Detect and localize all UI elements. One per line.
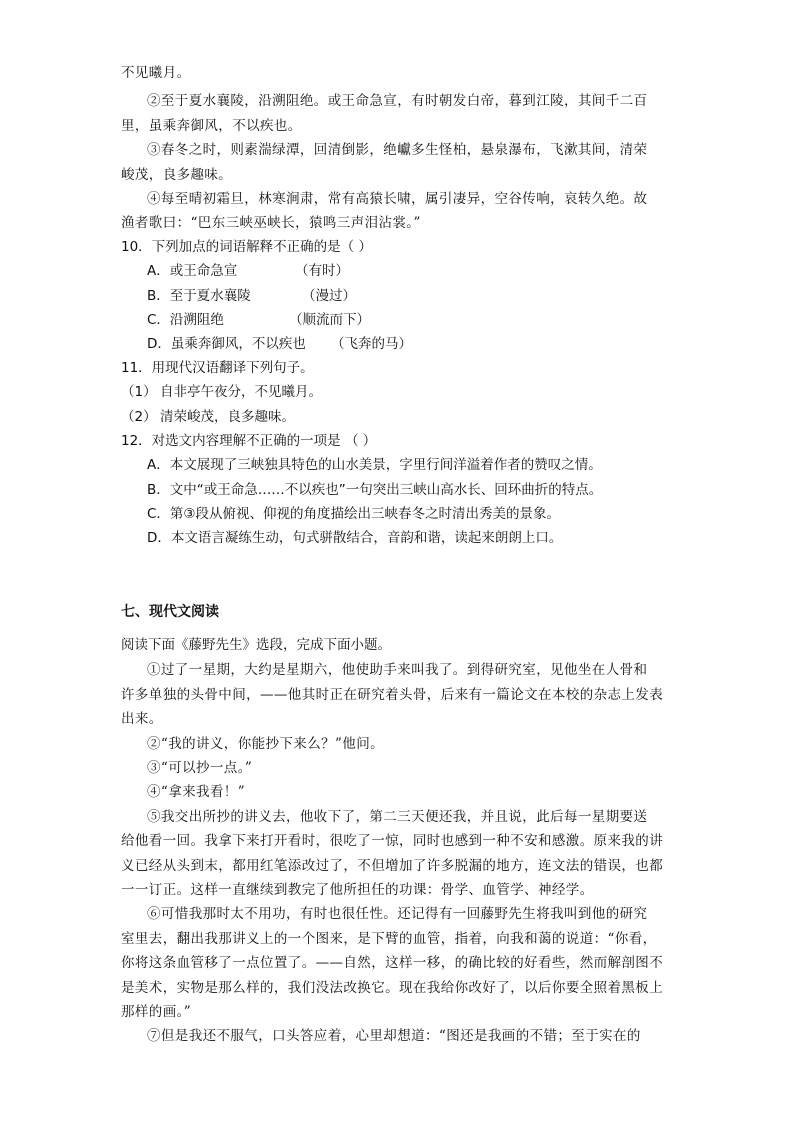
- question-10-gloss-b: （漫过）: [302, 288, 356, 304]
- modern-paragraph-7: ⑦但是我还不服气，口头答应着，心里却想道：“图还是我画的不错；至于实在的: [147, 1028, 641, 1044]
- question-12-option-c: C．第③段从俯视、仰视的角度描绘出三峡春冬之时清出秀美的景象。: [147, 506, 561, 522]
- question-10-option-c: C．沿溯阻绝: [147, 312, 224, 328]
- question-10-option-a: A．或王命急宣: [147, 263, 238, 279]
- modern-paragraph-3: ③“可以抄一点。”: [147, 760, 253, 776]
- question-10-gloss-d: （飞奔的马）: [331, 336, 412, 352]
- modern-line: 一一订正。这样一直继续到教完了他所担任的功课：骨学、血管学、神经学。: [121, 882, 594, 898]
- classical-paragraph-3: ③春冬之时，则素湍绿潭，回清倒影，绝巘多生怪柏，悬泉瀑布，飞漱其间，清荣: [147, 142, 648, 158]
- question-12-stem: 12．对选文内容理解不正确的一项是 （ ）: [121, 433, 377, 449]
- modern-line: 是美术，实物是那么样的，我们没法改换它。现在我给你改好了，以后你要全照着黑板上: [121, 980, 664, 996]
- question-12-option-a: A．本文展现了三峡独具特色的山水美景，字里行间洋溢着作者的赞叹之情。: [147, 457, 602, 473]
- modern-line: 许多单独的头骨中间，——他其时正在研究着头骨，后来有一篇论文在本校的杂志上发表: [121, 687, 664, 703]
- question-10-option-b: B．至于夏水襄陵: [147, 288, 251, 304]
- question-12-option-d: D．本文语言凝练生动，句式骈散结合，音韵和谐，读起来朗朗上口。: [147, 530, 563, 546]
- modern-line: 义已经从头到末，都用红笔添改过了，不但增加了许多脱漏的地方，连文法的错误，也都: [121, 858, 664, 874]
- modern-line: 室里去，翻出我那讲义上的一个图来，是下臂的血管，指着，向我和蔼的说道：“你看，: [121, 931, 657, 947]
- section-7-instruction: 阅读下面《藤野先生》选段，完成下面小题。: [121, 637, 391, 653]
- section-7-title: 七、现代文阅读: [121, 604, 219, 620]
- modern-paragraph-5: ⑤我交出所抄的讲义去，他收下了，第二三天便还我，并且说，此后每一星期要送: [147, 809, 648, 825]
- classical-line: 里，虽乘奔御风，不以疾也。: [121, 118, 302, 134]
- question-11-item-text: 清荣峻茂，良多趣味。: [160, 409, 295, 425]
- classical-line: 渔者歌曰：“巴东三峡巫峡长，猿鸣三声泪沾裳。”: [121, 215, 421, 231]
- classical-line: 不见曦月。: [121, 65, 191, 81]
- question-10-option-d: D．虽乘奔御风，不以疾也: [147, 336, 306, 352]
- question-11-item-number: （2）: [121, 409, 157, 425]
- classical-line: 峻茂，良多趣味。: [121, 167, 233, 183]
- classical-paragraph-4: ④每至晴初霜旦，林寒涧肃，常有高猿长啸，属引凄异，空谷传响，哀转久绝。故: [147, 191, 648, 207]
- modern-paragraph-1: ①过了一星期，大约是星期六，他使助手来叫我了。到得研究室，见他坐在人骨和: [147, 662, 648, 678]
- modern-line: 给他看一回。我拿下来打开看时，很吃了一惊，同时也感到一种不安和感激。原来我的讲: [121, 833, 664, 849]
- modern-paragraph-4: ④“拿来我看！”: [147, 784, 246, 800]
- question-11-stem: 11．用现代汉语翻译下列句子。: [121, 360, 314, 376]
- question-11-item-text: 自非亭午夜分，不见曦月。: [160, 384, 322, 400]
- modern-line: 你将这条血管移了一点位置了。——自然，这样一移，的确比较的好看些，然而解剖图不: [121, 955, 664, 971]
- modern-line: 那样的画。”: [121, 1004, 192, 1020]
- question-10-gloss-c: （顺流而下）: [289, 312, 370, 328]
- modern-paragraph-6: ⑥可惜我那时太不用功，有时也很任性。还记得有一回藤野先生将我叫到他的研究: [147, 906, 648, 922]
- classical-paragraph-2: ②至于夏水襄陵，沿溯阻绝。或王命急宣，有时朝发白帝，暮到江陵，其间千二百: [147, 93, 648, 109]
- question-11-item-number: （1）: [121, 384, 157, 400]
- question-10-gloss-a: （有时）: [295, 263, 349, 279]
- modern-paragraph-2: ②“我的讲义，你能抄下来么？”他问。: [147, 736, 385, 752]
- question-10-stem: 10．下列加点的词语解释不正确的是（ ）: [121, 239, 372, 255]
- question-12-option-b: B．文中“或王命急……不以疾也”一句突出三峡山高水长、回环曲折的特点。: [147, 482, 603, 498]
- modern-line: 出来。: [121, 711, 163, 727]
